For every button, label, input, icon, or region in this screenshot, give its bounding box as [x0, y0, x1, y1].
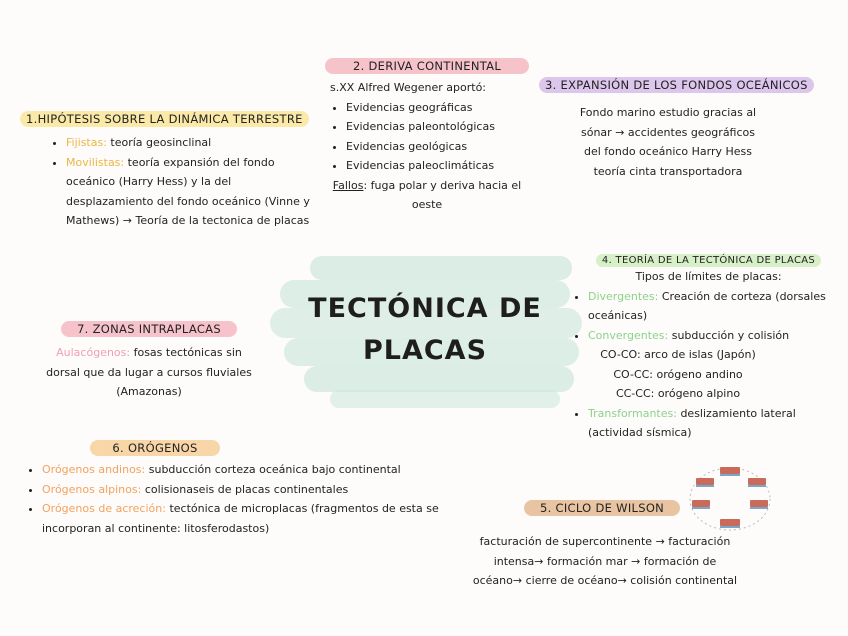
section-teoria [576, 248, 841, 443]
section-heading: 6. ORÓGENOS [90, 440, 219, 456]
deriva-list [322, 98, 532, 176]
list-item: • Convergentes: subducción y colisión CO-CO: arco de islas (Japón) CO-CC: orógeno andino CC-CC: orógeno alpino [588, 326, 841, 404]
section-deriva [322, 55, 532, 215]
term-label: Fijistas: [66, 136, 107, 149]
list-item: • Orógenos andinos: subducción corteza oceánica bajo continental [42, 460, 440, 480]
orogenos-list [30, 460, 440, 538]
section-heading: 7. ZONAS INTRAPLACAS [61, 321, 237, 337]
list-item: • Evidencias paleontológicas [346, 117, 532, 137]
section-hipotesis [26, 108, 326, 231]
section-orogenos [30, 437, 440, 538]
section-heading: 3. EXPANSIÓN DE LOS FONDOS OCEÁNICOS [539, 77, 814, 93]
list-item: • Transformantes: deslizamiento lateral (actividad sísmica) [588, 404, 841, 443]
section-zonas [44, 318, 254, 402]
teoria-list [576, 287, 841, 443]
term-label: Orógenos de acreción: [42, 502, 166, 515]
list-item: • Divergentes: Creación de corteza (dorsales oceánicas) [588, 287, 841, 326]
list-item: • Movilistas: teoría expansión del fondo oceánico (Harry Hess) y la del desplazamiento del fondo oceánico (Vinne y Mathews) → Teoría de la tectonica de placas [66, 153, 316, 231]
section-expansion [545, 74, 830, 181]
section-heading: 1.HIPÓTESIS SOBRE LA DINÁMICA TERRESTRE [20, 111, 309, 127]
sub-item: CC-CC: orógeno alpino [615, 387, 741, 400]
wilson-text: facturación de supercontinente → facturación intensa→ formación mar → formación de océano→ cierre de océano→ colisión continental [472, 535, 738, 587]
term-label: Divergentes: [588, 289, 659, 303]
list-item: • Evidencias geográficas [346, 98, 532, 118]
hipotesis-list [26, 133, 316, 231]
section-heading: 2. DERIVA CONTINENTAL [325, 58, 529, 74]
sub-item: CO-CC: orógeno andino [613, 367, 743, 381]
term-label: Orógenos alpinos: [42, 482, 142, 496]
list-item: • Orógenos de acreción: tectónica de microplacas (fragmentos de esta se incorporan al continente: litosferodastos) [42, 499, 440, 538]
term-label: Aulacógenos: [56, 346, 131, 359]
teoria-intro: Tipos de límites de placas: [635, 270, 782, 283]
sub-item: CO-CO: arco de islas (Japón) [600, 348, 756, 361]
term-label: Convergentes: [588, 328, 669, 342]
zonas-text: Aulacógenos: fosas tectónicas sin dorsal que da lugar a cursos fluviales (Amazonas) [46, 346, 252, 398]
wilson-cycle-diagram [686, 464, 774, 534]
deriva-fallos: Fallos: fuga polar y deriva hacia el oeste [332, 178, 522, 211]
deriva-intro: s.XX Alfred Wegener aportó: [330, 81, 487, 94]
section-heading: 5. CICLO DE WILSON [524, 500, 680, 516]
list-item: • Orógenos alpinos: colisionaseis de placas continentales [42, 480, 440, 500]
main-title-line1: TECTÓNICA DE [308, 293, 542, 324]
main-title [290, 288, 560, 372]
section-heading: 4. TEORÍA DE LA TECTÓNICA DE PLACAS [596, 254, 821, 267]
term-label: Transformantes: [588, 406, 677, 420]
expansion-text: Fondo marino estudio gracias al sónar → accidentes geográficos del fondo oceánico Harry Hess teoría cinta transportadora [579, 106, 757, 178]
term-label: Movilistas: [66, 155, 125, 169]
list-item: • Evidencias paleoclimáticas [346, 156, 532, 176]
list-item: • Fijistas: teoría geosinclinal [66, 133, 316, 153]
main-title-line2: PLACAS [362, 335, 488, 366]
list-item: • Evidencias geológicas [346, 137, 532, 157]
term-label: Orógenos andinos: [42, 463, 146, 476]
